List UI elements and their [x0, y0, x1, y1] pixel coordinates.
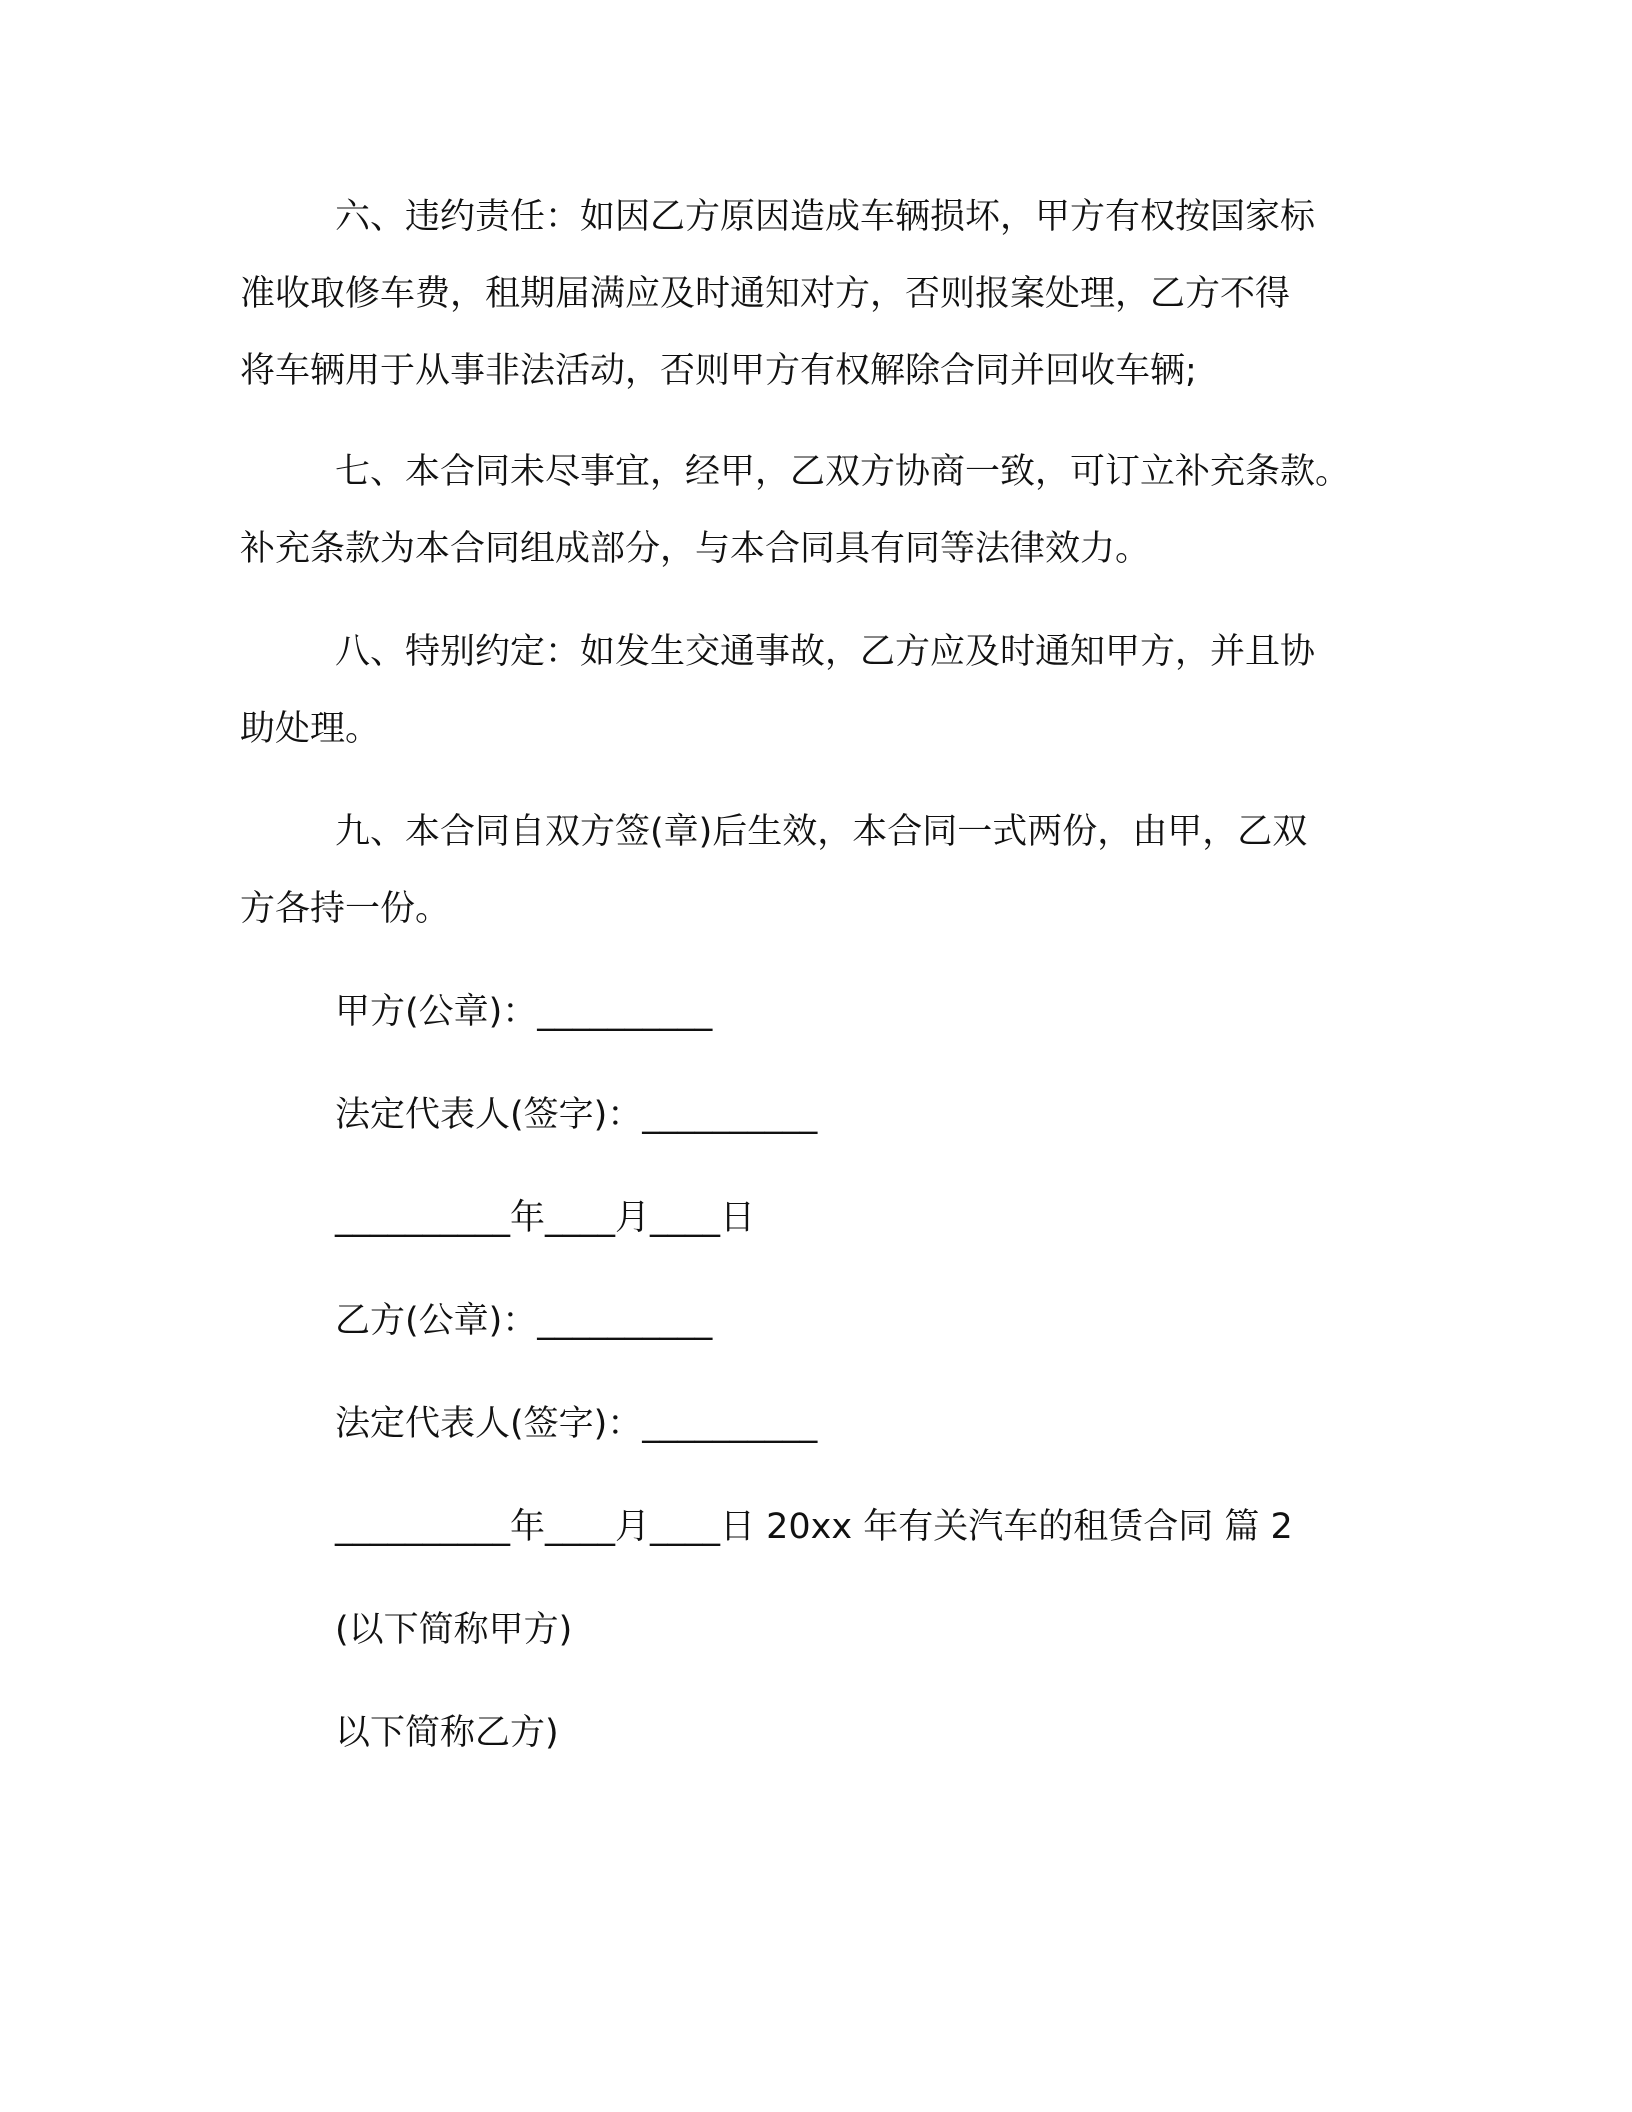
clause-9-line-1: 九、本合同自双方签(章)后生效，本合同一式两份，由甲，乙双: [335, 812, 1308, 852]
clause-6-line-2: 准收取修车费，租期届满应及时通知对方，否则报案处理，乙方不得: [240, 274, 1291, 314]
clause-9-line-2: 方各持一份。: [240, 889, 451, 929]
clause-7-line-1: 七、本合同未尽事宜，经甲，乙双方协商一致，可订立补充条款。: [335, 452, 1351, 492]
party-b-date-and-section-title: __________年____月____日 20xx 年有关汽车的租赁合同 篇 2: [335, 1507, 1293, 1547]
clause-8-line-1: 八、特别约定：如发生交通事故，乙方应及时通知甲方，并且协: [335, 632, 1316, 672]
clause-6-line-3: 将车辆用于从事非法活动，否则甲方有权解除合同并回收车辆;: [240, 351, 1197, 391]
clause-7-line-2: 补充条款为本合同组成部分，与本合同具有同等法律效力。: [240, 529, 1151, 569]
party-b-short-name-note: 以下简称乙方): [335, 1713, 559, 1753]
party-b-seal-line: 乙方(公章)：__________: [335, 1301, 713, 1341]
party-a-seal-line: 甲方(公章)：__________: [335, 992, 713, 1032]
party-a-representative-line: 法定代表人(签字)：__________: [335, 1095, 818, 1135]
party-b-representative-line: 法定代表人(签字)：__________: [335, 1404, 818, 1444]
party-a-short-name-note: (以下简称甲方): [335, 1610, 573, 1650]
party-a-date-line: __________年____月____日: [335, 1198, 756, 1238]
clause-6-line-1: 六、违约责任：如因乙方原因造成车辆损坏，甲方有权按国家标: [335, 197, 1316, 237]
clause-8-line-2: 助处理。: [240, 709, 381, 749]
